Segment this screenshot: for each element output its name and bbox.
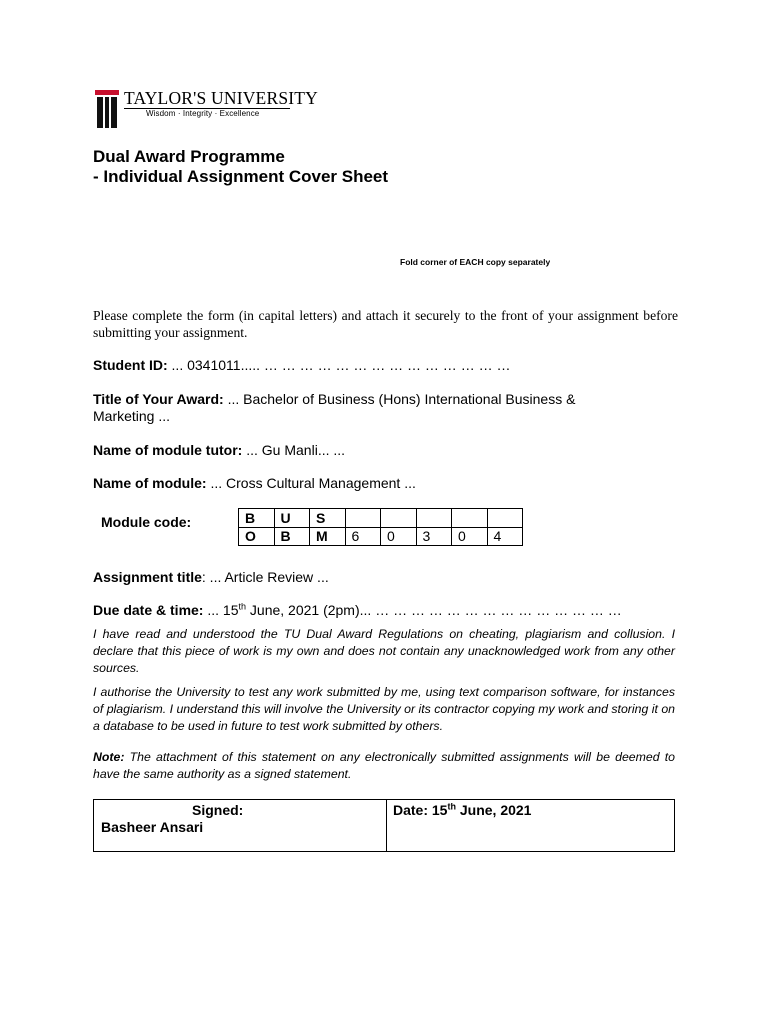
code-cell xyxy=(416,509,452,528)
award-field xyxy=(93,391,633,425)
signature-date xyxy=(393,802,531,818)
code-cell: B xyxy=(274,527,310,546)
university-tagline: Wisdom · Integrity · Excellence xyxy=(146,109,260,118)
assignment-title-label: Assignment title xyxy=(93,569,202,585)
code-cell xyxy=(487,509,523,528)
assignment-title-field xyxy=(93,569,329,586)
cover-sheet-title: - Individual Assignment Cover Sheet xyxy=(93,167,389,186)
code-cell xyxy=(381,509,417,528)
module-name-label: Name of module: xyxy=(93,475,207,491)
due-date-value: ... 15 xyxy=(203,602,239,618)
signed-label: Signed: xyxy=(192,802,244,818)
code-cell: 0 xyxy=(452,527,488,546)
code-cell xyxy=(452,509,488,528)
tutor-field xyxy=(93,442,345,459)
signature-date-rest: June, 2021 xyxy=(455,802,532,818)
module-code-row-2 xyxy=(239,527,523,546)
signer-name: Basheer Ansari xyxy=(101,819,204,835)
signature-divider xyxy=(386,799,387,852)
code-cell: U xyxy=(274,509,310,528)
note-paragraph xyxy=(93,749,675,783)
code-cell: M xyxy=(310,527,346,546)
university-name: TAYLOR'S UNIVERSITY xyxy=(124,88,319,108)
tutor-value: ... Gu Manli... ... xyxy=(242,442,346,458)
fold-note: Fold corner of EACH copy separately xyxy=(400,257,551,267)
award-value: ... Bachelor of Business (Hons) International Business & Marketing ... xyxy=(93,391,576,424)
authorisation-paragraph: I authorise the University to test any work submitted by me, using text comparison software, for instances of plagiarism. I understand this will involve the University or its contractor copying my work and storing it on a database to be used in future to test work submitted by others. xyxy=(93,685,675,733)
code-cell: S xyxy=(310,509,346,528)
note-text: The attachment of this statement on any electronically submitted assignments will be deemed to have the same authority as a signed statement. xyxy=(93,750,675,781)
declaration-paragraph: I have read and understood the TU Dual Award Regulations on cheating, plagiarism and collusion. I declare that this piece of work is my own and does not contain any unacknowledged work from any other sources. xyxy=(93,627,675,675)
signature-date-prefix: Date: 15 xyxy=(393,802,448,818)
due-date-label: Due date & time: xyxy=(93,602,204,618)
signature-date-suffix: th xyxy=(447,801,456,812)
award-label: Title of Your Award: xyxy=(93,391,224,407)
instructions: Please complete the form (in capital letters) and attach it securely to the front of your assignment before submitting your assignment. xyxy=(93,308,678,340)
module-code-label: Module code: xyxy=(101,514,192,530)
code-cell: O xyxy=(239,527,275,546)
code-cell: 3 xyxy=(416,527,452,546)
code-cell: 4 xyxy=(487,527,523,546)
code-cell xyxy=(345,509,381,528)
code-cell: 0 xyxy=(381,527,417,546)
student-id-value: ... 0341011..... … … … … … … … … … … … … … … xyxy=(167,357,511,373)
code-cell: B xyxy=(239,509,275,528)
module-name-field xyxy=(93,475,416,492)
module-name-value: ... Cross Cultural Management ... xyxy=(206,475,416,491)
tutor-label: Name of module tutor: xyxy=(93,442,243,458)
due-date-rest: June, 2021 (2pm)... … … … … … … … … … … … … … … xyxy=(246,602,622,618)
programme-title: Dual Award Programme xyxy=(93,147,285,166)
assignment-title-value: : ... Article Review ... xyxy=(201,569,329,585)
note-label: Note: xyxy=(93,750,125,764)
module-code-table xyxy=(238,508,523,546)
due-date-suffix: th xyxy=(238,601,247,612)
student-id-field xyxy=(93,357,510,374)
student-id-label: Student ID: xyxy=(93,357,168,373)
module-code-row-1 xyxy=(239,509,523,528)
code-cell: 6 xyxy=(345,527,381,546)
university-logo-icon xyxy=(95,90,119,128)
due-date-field xyxy=(93,602,622,619)
